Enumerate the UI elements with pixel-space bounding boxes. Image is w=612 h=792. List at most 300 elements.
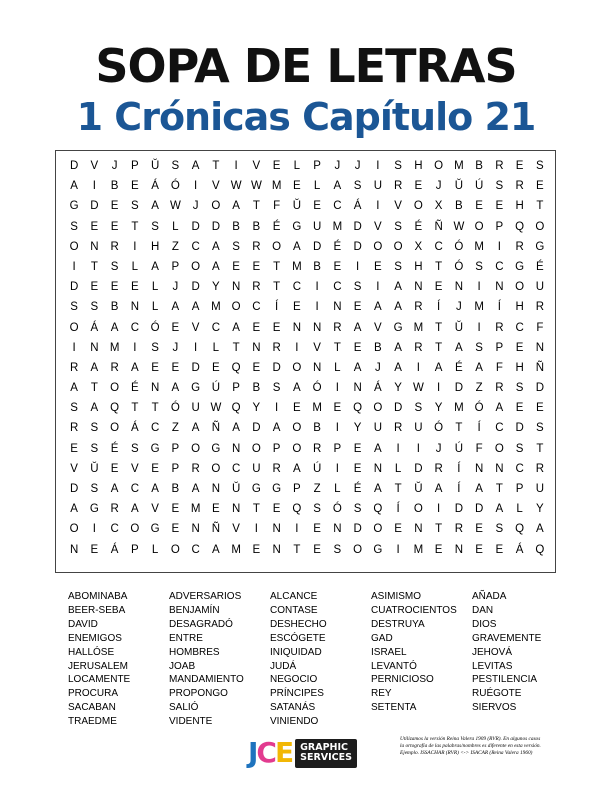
grid-cell: F [536, 321, 544, 334]
grid-cell: J [111, 160, 118, 172]
word-item: VIDENTE [169, 716, 213, 728]
grid-cell: O [474, 220, 484, 233]
grid-cell: A [232, 321, 240, 334]
grid-cell: D [252, 422, 261, 435]
grid-cell: T [435, 321, 443, 334]
grid-cell: N [90, 240, 99, 253]
word-item: ISRAEL [371, 646, 407, 658]
logo-mark [248, 736, 292, 770]
grid-cell: J [334, 160, 341, 172]
grid-cell: I [133, 240, 137, 253]
grid-cell: U [373, 180, 383, 193]
grid-cell: Í [396, 503, 400, 516]
grid-cell: I [234, 160, 238, 172]
word-item: DIOS [472, 618, 497, 630]
grid-cell: S [515, 442, 524, 455]
grid-cell: B [232, 220, 240, 233]
grid-cell: O [272, 240, 282, 253]
grid-cell: S [151, 341, 159, 354]
grid-cell: I [376, 160, 380, 172]
grid-cell: O [231, 301, 241, 314]
grid-cell: A [536, 523, 544, 536]
grid-cell: J [456, 301, 462, 314]
grid-cell: D [515, 422, 524, 435]
grid-cell: I [416, 442, 420, 455]
word-item: LOCAMENTE [68, 674, 131, 686]
grid-cell: R [110, 361, 119, 374]
grid-cell: N [69, 543, 79, 556]
grid-cell: E [495, 543, 504, 556]
grid-cell: G [515, 260, 525, 273]
word-item: LEVANTÓ [371, 660, 417, 672]
grid-cell: S [70, 220, 78, 233]
grid-cell: X [434, 200, 443, 213]
grid-cell: R [272, 462, 281, 475]
word-item: VINIENDO [270, 716, 319, 728]
grid-cell: B [313, 422, 321, 435]
grid-cell: D [393, 402, 403, 415]
grid-cell: E [394, 523, 402, 536]
grid-cell: I [335, 462, 339, 475]
grid-cell: C [110, 523, 119, 536]
grid-cell: O [251, 442, 261, 455]
word-item: REY [371, 688, 392, 700]
grid-cell: N [312, 361, 322, 374]
grid-cell: G [373, 543, 383, 556]
grid-cell: V [131, 462, 139, 475]
grid-cell: R [191, 462, 200, 475]
word-item: HALLÓSE [68, 646, 115, 658]
grid-cell: Í [457, 483, 461, 495]
grid-cell: V [232, 523, 240, 536]
grid-cell: U [535, 483, 545, 495]
grid-cell: N [454, 543, 464, 556]
grid-cell: M [312, 402, 322, 415]
grid-row [64, 318, 550, 338]
grid-cell: A [353, 361, 362, 374]
grid-cell: N [495, 462, 504, 475]
grid-cell: Ó [150, 321, 160, 334]
grid-cell: S [495, 523, 504, 536]
grid-cell: V [374, 321, 382, 334]
grid-cell: C [150, 422, 160, 435]
grid-cell: I [92, 523, 96, 536]
grid-cell: G [211, 442, 221, 455]
grid-cell: R [495, 160, 504, 172]
grid-cell: F [495, 361, 503, 374]
grid-cell: R [69, 361, 79, 374]
grid-cell: W [169, 200, 181, 213]
grid-cell: Ŭ [414, 483, 423, 495]
grid-row [64, 479, 550, 499]
grid-cell: Z [313, 483, 321, 495]
grid-cell: E [414, 180, 423, 193]
grid-cell: E [434, 281, 443, 294]
grid-cell: S [131, 442, 139, 455]
grid-cell: H [515, 301, 524, 314]
word-item: GRAVEMENTE [472, 632, 542, 644]
grid-cell: A [434, 361, 443, 374]
grid-cell: E [536, 180, 544, 193]
grid-cell: M [332, 220, 343, 233]
grid-cell: D [535, 382, 545, 395]
word-item: SALIÓ [169, 702, 199, 714]
word-item: HOMBRES [169, 646, 220, 658]
word-item: LEVITAS [472, 660, 513, 672]
grid-cell: O [434, 160, 444, 172]
word-item: DESHECHO [270, 618, 327, 630]
grid-cell: B [171, 483, 180, 495]
grid-cell: Q [231, 361, 241, 374]
grid-cell: E [232, 260, 240, 273]
grid-cell: M [211, 301, 221, 314]
word-item: TRAEDME [68, 716, 117, 728]
grid-cell: N [150, 382, 160, 395]
grid-cell: M [109, 341, 120, 354]
grid-cell: Y [212, 281, 220, 294]
grid-cell: A [191, 301, 200, 314]
grid-cell: D [69, 160, 79, 172]
grid-cell: E [212, 361, 220, 374]
word-item: BENJAMÍN [169, 604, 220, 616]
grid-cell: E [151, 462, 159, 475]
grid-cell: D [191, 281, 200, 294]
grid-cell: O [515, 281, 525, 294]
grid-row [64, 297, 550, 317]
grid-cell: A [70, 503, 78, 516]
grid-cell: Ŭ [454, 180, 464, 193]
grid-cell: R [434, 462, 443, 475]
grid-cell: S [414, 402, 423, 415]
grid-cell: C [515, 462, 524, 475]
grid-cell: J [435, 180, 442, 193]
grid-cell: Ñ [434, 220, 443, 233]
grid-cell: S [151, 220, 159, 233]
grid-cell: Y [434, 402, 443, 415]
grid-cell: I [133, 341, 137, 354]
grid-cell: R [495, 321, 504, 334]
grid-cell: N [373, 462, 383, 475]
word-item: ABOMINABA [68, 591, 128, 602]
grid-cell: O [211, 200, 221, 213]
grid-cell: R [393, 180, 403, 193]
grid-cell: R [69, 422, 79, 435]
grid-cell: V [313, 341, 321, 354]
grid-cell: S [90, 422, 99, 435]
grid-cell: A [475, 483, 483, 495]
grid-cell: L [151, 543, 159, 556]
grid-cell: S [70, 301, 78, 314]
letter-grid [55, 150, 556, 573]
grid-cell: Z [171, 240, 179, 253]
grid-cell: É [333, 240, 342, 253]
grid-cell: E [515, 160, 524, 172]
word-item: DESAGRADÓ [169, 618, 233, 630]
grid-cell: C [191, 543, 200, 556]
grid-cell: Ñ [211, 523, 221, 536]
logo-letter: C [256, 736, 275, 769]
grid-cell: X [414, 240, 423, 253]
grid-cell: I [437, 503, 441, 516]
grid-cell: O [69, 321, 79, 334]
grid-cell: Ó [332, 503, 342, 516]
grid-cell: J [192, 200, 199, 213]
grid-cell: T [536, 442, 544, 455]
word-item: PRÍNCIPES [270, 688, 324, 700]
grid-cell: O [191, 442, 201, 455]
grid-cell: D [353, 220, 362, 233]
grid-cell: W [230, 180, 242, 193]
grid-cell: Q [535, 543, 545, 556]
word-item: SACABAN [68, 702, 116, 714]
grid-cell: T [536, 200, 544, 213]
grid-cell: C [333, 200, 342, 213]
word-item: SATANÁS [270, 702, 316, 714]
word-item: ADVERSARIOS [169, 591, 242, 602]
word-item: PROPONGO [169, 688, 228, 700]
grid-cell: Ú [211, 382, 221, 395]
grid-cell: V [151, 503, 159, 516]
grid-cell: Í [275, 301, 279, 314]
grid-cell: O [211, 462, 221, 475]
grid-cell: N [333, 301, 342, 314]
grid-cell: Q [373, 503, 383, 516]
grid-cell: A [232, 200, 240, 213]
grid-cell: S [536, 160, 544, 172]
grid-cell: O [535, 220, 545, 233]
grid-row [64, 459, 550, 479]
grid-cell: C [252, 301, 261, 314]
grid-cell: T [131, 402, 139, 415]
grid-cell: Á [151, 180, 159, 193]
grid-cell: L [293, 160, 301, 172]
grid-cell: N [292, 321, 302, 334]
grid-cell: A [232, 422, 240, 435]
grid-cell: H [515, 361, 524, 374]
grid-cell: I [335, 382, 339, 395]
grid-cell: I [295, 341, 299, 354]
grid-cell: T [435, 260, 443, 273]
grid-cell: G [69, 200, 79, 213]
grid-cell: E [333, 402, 342, 415]
grid-row [64, 338, 550, 358]
grid-cell: I [376, 200, 380, 213]
grid-cell: D [69, 483, 79, 495]
grid-cell: T [90, 382, 98, 395]
word-item: DAVID [68, 618, 98, 630]
grid-cell: D [353, 523, 362, 536]
grid-cell: B [252, 382, 261, 395]
grid-cell: C [292, 281, 302, 294]
grid-cell: H [414, 160, 423, 172]
grid-cell: F [475, 442, 483, 455]
grid-cell: E [110, 220, 119, 233]
word-item: PROCURA [68, 688, 119, 700]
grid-cell: L [334, 361, 341, 374]
grid-cell: U [373, 422, 383, 435]
grid-cell: H [414, 260, 423, 273]
word-item: JUDÁ [270, 660, 297, 672]
grid-cell: M [292, 260, 302, 273]
grid-cell: R [535, 301, 545, 314]
grid-cell: W [210, 402, 222, 415]
grid-cell: S [90, 483, 99, 495]
grid-cell: E [475, 200, 483, 213]
grid-cell: E [110, 462, 119, 475]
grid-cell: Ó [170, 402, 180, 415]
publisher-logo [248, 736, 357, 770]
grid-cell: Q [515, 523, 525, 536]
grid-cell: A [394, 341, 402, 354]
grid-row [64, 398, 550, 418]
grid-cell: I [275, 402, 279, 415]
grid-row [64, 439, 550, 459]
grid-cell: E [515, 402, 524, 415]
grid-cell: E [252, 543, 261, 556]
grid-cell: E [171, 321, 180, 334]
grid-cell: D [312, 240, 322, 253]
grid-cell: Ú [312, 462, 322, 475]
grid-cell: Á [374, 382, 382, 395]
grid-cell: O [292, 361, 302, 374]
grid-cell: L [172, 220, 179, 233]
grid-cell: P [293, 483, 301, 495]
grid-cell: W [412, 382, 424, 395]
grid-rows [64, 156, 550, 560]
grid-cell: E [353, 341, 362, 354]
grid-cell: S [353, 180, 362, 193]
grid-cell: R [535, 462, 545, 475]
grid-cell: E [475, 523, 483, 536]
grid-cell: N [312, 321, 322, 334]
grid-cell: E [272, 503, 281, 516]
grid-cell: Ó [312, 382, 322, 395]
grid-cell: A [374, 442, 382, 455]
grid-cell: N [535, 341, 545, 354]
grid-cell: I [254, 523, 258, 536]
grid-cell: V [90, 160, 99, 172]
grid-cell: A [394, 301, 402, 314]
grid-cell: E [353, 301, 362, 314]
word-item: DAN [472, 604, 494, 616]
grid-cell: D [414, 462, 423, 475]
grid-cell: T [435, 523, 443, 536]
grid-cell: H [150, 240, 160, 253]
grid-cell: G [393, 321, 403, 334]
grid-cell: M [413, 543, 424, 556]
grid-cell: Y [252, 402, 261, 415]
grid-cell: É [353, 483, 362, 495]
grid-cell: N [414, 523, 423, 536]
grid-cell: I [194, 341, 198, 354]
grid-cell: S [110, 260, 119, 273]
grid-cell: C [130, 321, 140, 334]
grid-cell: G [150, 523, 160, 536]
grid-cell: V [191, 321, 200, 334]
word-item: INIQUIDAD [270, 646, 322, 658]
grid-cell: A [191, 160, 200, 172]
logo-line: GRAPHIC [300, 741, 349, 753]
grid-cell: D [90, 200, 99, 213]
grid-cell: E [151, 361, 159, 374]
word-item: SETENTA [371, 702, 417, 714]
grid-cell: O [69, 240, 79, 253]
grid-cell: E [293, 301, 301, 314]
grid-cell: J [435, 442, 442, 455]
grid-cell: Ó [170, 180, 180, 193]
grid-cell: C [495, 260, 504, 273]
grid-cell: I [92, 180, 96, 193]
grid-cell: Ŭ [292, 200, 302, 213]
grid-cell: O [110, 382, 120, 395]
grid-cell: R [252, 281, 261, 294]
grid-cell: Y [353, 422, 362, 435]
grid-cell: E [374, 260, 382, 273]
grid-cell: O [191, 260, 201, 273]
grid-cell: A [90, 361, 99, 374]
grid-cell: E [90, 543, 99, 556]
word-item: JERUSALEM [68, 660, 129, 672]
word-column [371, 590, 472, 729]
grid-cell: A [495, 402, 504, 415]
grid-cell: N [454, 281, 464, 294]
grid-cell: G [272, 483, 282, 495]
grid-cell: A [495, 503, 504, 516]
grid-cell: R [414, 301, 423, 314]
grid-cell: R [495, 382, 504, 395]
grid-cell: Ó [434, 422, 444, 435]
grid-cell: I [497, 240, 501, 253]
grid-cell: A [171, 382, 180, 395]
word-column [68, 590, 169, 729]
grid-cell: N [252, 341, 261, 354]
grid-cell: S [353, 281, 362, 294]
grid-cell: E [252, 321, 261, 334]
grid-cell: C [333, 281, 342, 294]
grid-cell: P [272, 442, 281, 455]
word-item: PESTILENCIA [472, 674, 538, 686]
grid-cell: O [413, 200, 423, 213]
note-line: Ejemplo. ISSACHAR (RVR) <-> ISACAR (Reina Valera 1960) [400, 750, 533, 756]
grid-cell: I [72, 341, 76, 354]
grid-row [64, 237, 550, 257]
grid-cell: E [434, 543, 443, 556]
grid-cell: E [110, 281, 119, 294]
logo-text [295, 739, 357, 768]
grid-cell: N [414, 281, 423, 294]
grid-cell: N [211, 483, 221, 495]
grid-cell: N [333, 523, 342, 536]
grid-cell: U [414, 422, 423, 435]
grid-cell: Q [231, 402, 241, 415]
grid-cell: I [437, 382, 441, 395]
grid-cell: I [315, 281, 319, 294]
grid-cell: A [293, 240, 301, 253]
grid-cell: B [455, 200, 463, 213]
grid-row [64, 499, 550, 519]
grid-cell: R [515, 180, 524, 193]
grid-cell: T [455, 422, 463, 435]
grid-cell: I [356, 260, 360, 273]
grid-cell: S [394, 260, 402, 273]
grid-cell: Ó [474, 402, 484, 415]
grid-cell: A [293, 382, 301, 395]
grid-cell: P [495, 220, 504, 233]
grid-cell: A [151, 260, 159, 273]
logo-letter: E [274, 736, 293, 769]
grid-cell: Q [353, 402, 363, 415]
grid-cell: O [393, 240, 403, 253]
